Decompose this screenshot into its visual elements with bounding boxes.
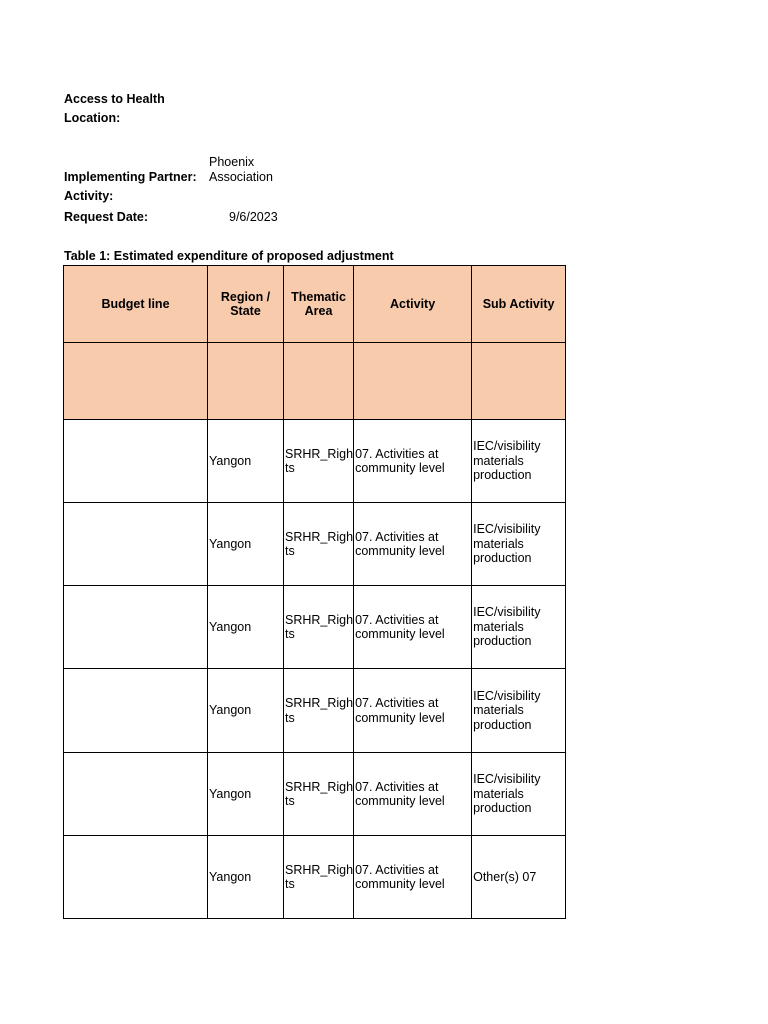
sub-activity-cell: Other(s) 07 xyxy=(472,836,566,919)
activity-cell: 07. Activities at community level xyxy=(354,586,472,669)
table-row xyxy=(64,503,566,586)
sub-activity-cell: IEC/visibility materials production xyxy=(472,586,566,669)
request-date-label: Request Date: xyxy=(64,210,149,224)
table-caption: Table 1: Estimated expenditure of proposed adjustment xyxy=(64,249,394,263)
region-cell: Yangon xyxy=(208,669,284,753)
region-cell: Yangon xyxy=(208,420,284,503)
budget-line-cell xyxy=(64,420,208,503)
budget-line-cell xyxy=(64,753,208,836)
partner-value-line1: Phoenix xyxy=(209,155,255,169)
activity-cell: 07. Activities at community level xyxy=(354,669,472,753)
thematic-cell: SRHR_Righ ts xyxy=(284,753,354,836)
location-label: Location: xyxy=(64,111,121,125)
region-cell: Yangon xyxy=(208,836,284,919)
table-header-row xyxy=(64,266,566,343)
budget-line-cell xyxy=(64,836,208,919)
sub-activity-cell: IEC/visibility materials production xyxy=(472,753,566,836)
sub-activity-cell: IEC/visibility materials production xyxy=(472,503,566,586)
activity-cell: 07. Activities at community level xyxy=(354,420,472,503)
table-row xyxy=(64,753,566,836)
col-header-activity: Activity xyxy=(354,266,472,343)
partner-label: Implementing Partner: xyxy=(64,170,197,184)
activity-cell: 07. Activities at community level xyxy=(354,836,472,919)
region-cell: Yangon xyxy=(208,586,284,669)
activity-label: Activity: xyxy=(64,189,114,203)
col-header-sub-activity: Sub Activity xyxy=(472,266,566,343)
blank-header-cell xyxy=(284,343,354,420)
col-header-thematic: Thematic Area xyxy=(284,266,354,343)
thematic-cell: SRHR_Righ ts xyxy=(284,503,354,586)
blank-header-cell xyxy=(354,343,472,420)
thematic-cell: SRHR_Righ ts xyxy=(284,420,354,503)
blank-header-cell xyxy=(64,343,208,420)
region-cell: Yangon xyxy=(208,503,284,586)
blank-header-cell xyxy=(472,343,566,420)
sub-activity-cell: IEC/visibility materials production xyxy=(472,669,566,753)
partner-value-line2: Association xyxy=(209,170,273,184)
table-row xyxy=(64,669,566,753)
table-row xyxy=(64,836,566,919)
col-header-budget-line: Budget line xyxy=(64,266,208,343)
expenditure-table xyxy=(63,265,566,919)
thematic-cell: SRHR_Righ ts xyxy=(284,669,354,753)
activity-cell: 07. Activities at community level xyxy=(354,753,472,836)
blank-header-cell xyxy=(208,343,284,420)
request-date-value: 9/6/2023 xyxy=(229,210,278,224)
thematic-cell: SRHR_Righ ts xyxy=(284,836,354,919)
table-row xyxy=(64,420,566,503)
table-row xyxy=(64,586,566,669)
sub-activity-cell: IEC/visibility materials production xyxy=(472,420,566,503)
region-cell: Yangon xyxy=(208,753,284,836)
budget-line-cell xyxy=(64,586,208,669)
project-title: Access to Health xyxy=(64,92,165,106)
activity-cell: 07. Activities at community level xyxy=(354,503,472,586)
table-header-blank-row xyxy=(64,343,566,420)
thematic-cell: SRHR_Righ ts xyxy=(284,586,354,669)
budget-line-cell xyxy=(64,503,208,586)
col-header-region: Region / State xyxy=(208,266,284,343)
budget-line-cell xyxy=(64,669,208,753)
